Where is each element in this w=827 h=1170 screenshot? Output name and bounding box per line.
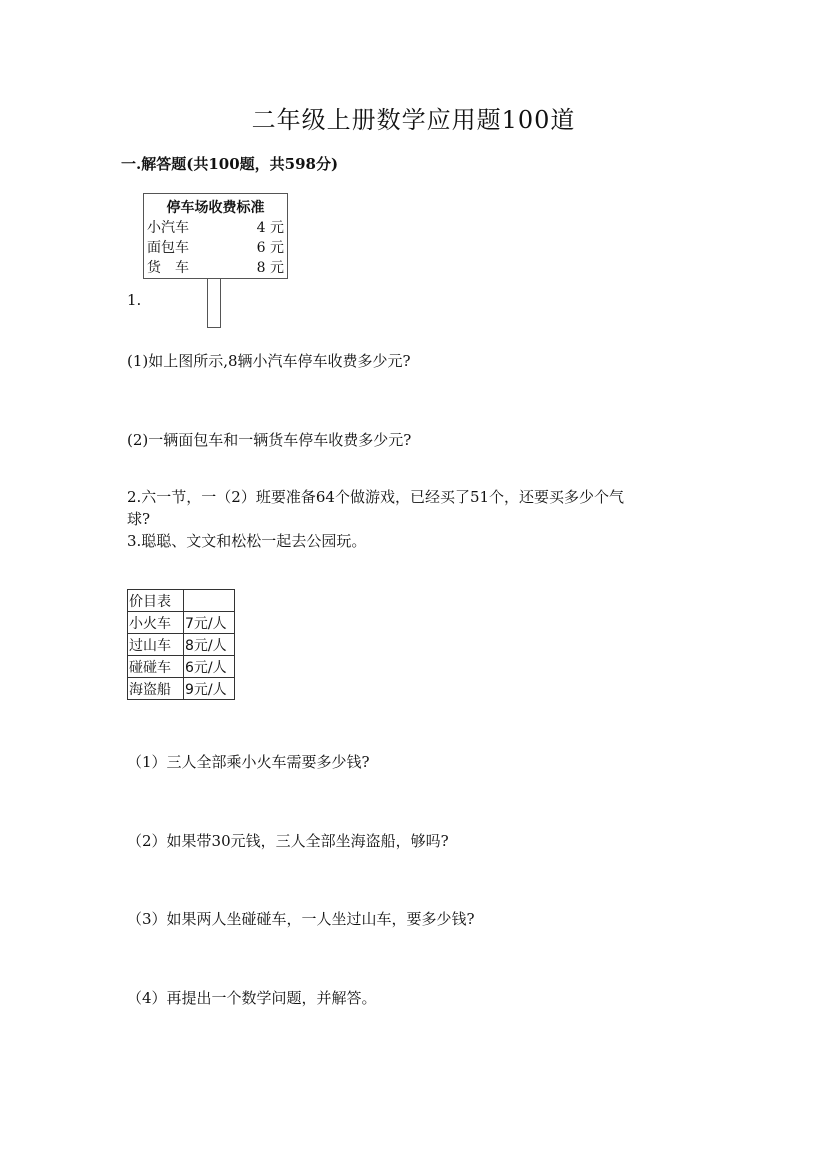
- table-header-cell: [184, 590, 235, 612]
- table-row: [128, 678, 235, 700]
- question-2-line-1: 2.六一节，一（2）班要准备64个做游戏，已经买了51个，还要买多少个气: [127, 488, 625, 506]
- question-2-line-2: 球?: [127, 510, 151, 528]
- table-cell: 碰碰车: [128, 656, 184, 678]
- sign-row: [147, 257, 284, 277]
- question-1-sub-1: (1)如上图所示,8辆小汽车停车收费多少元?: [127, 352, 411, 370]
- sign-row-name: 面包车: [147, 240, 189, 256]
- sign-row-price: 4 元: [256, 220, 284, 236]
- section-header: 一.解答题(共100题，共598分): [121, 155, 339, 173]
- sign-title: 停车场收费标准: [166, 200, 265, 216]
- table-cell: 过山车: [128, 634, 184, 656]
- table-cell: 8元/人: [184, 634, 235, 656]
- question-1-sub-2: (2)一辆面包车和一辆货车停车收费多少元?: [127, 431, 412, 449]
- question-3-sub-2: （2）如果带30元钱，三人全部坐海盗船，够吗?: [127, 832, 449, 850]
- page-title: 二年级上册数学应用题100道: [251, 106, 576, 134]
- price-table: [127, 589, 235, 700]
- sign-row-name: 小汽车: [147, 220, 189, 236]
- question-3-sub-4: （4）再提出一个数学问题，并解答。: [127, 989, 377, 1007]
- sign-row-name: 货 车: [147, 260, 189, 276]
- table-cell: 小火车: [128, 612, 184, 634]
- sign-row-price: 6 元: [256, 240, 284, 256]
- table-cell: 7元/人: [184, 612, 235, 634]
- sign-pole: [207, 279, 221, 328]
- table-cell: 6元/人: [184, 656, 235, 678]
- table-row: [128, 612, 235, 634]
- question-3-sub-1: （1）三人全部乘小火车需要多少钱?: [127, 753, 370, 771]
- parking-fee-sign: [143, 193, 288, 279]
- sign-row: [147, 237, 284, 257]
- table-header-cell: 价目表: [128, 590, 184, 612]
- sign-row: [147, 217, 284, 237]
- question-3-sub-3: （3）如果两人坐碰碰车，一人坐过山车，要多少钱?: [127, 910, 475, 928]
- table-row: [128, 634, 235, 656]
- table-cell: 9元/人: [184, 678, 235, 700]
- question-1-number: 1.: [127, 291, 142, 309]
- sign-row-price: 8 元: [256, 260, 284, 276]
- table-cell: 海盗船: [128, 678, 184, 700]
- table-header-row: [128, 590, 235, 612]
- question-3-intro: 3.聪聪、文文和松松一起去公园玩。: [127, 532, 367, 550]
- table-row: [128, 656, 235, 678]
